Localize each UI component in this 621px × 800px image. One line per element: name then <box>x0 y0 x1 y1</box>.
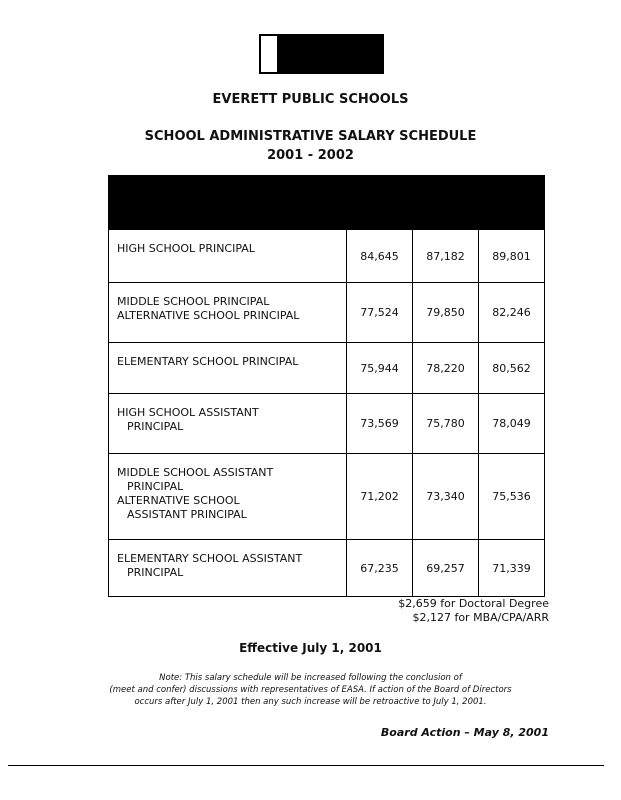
position-line: ALTERNATIVE SCHOOL <box>117 494 240 507</box>
mba-stipend: $2,127 for MBA/CPA/ARR <box>412 611 549 624</box>
logo-notch <box>261 36 278 72</box>
logo-block <box>259 34 384 74</box>
salary-step-1: 75,944 <box>347 343 413 393</box>
salary-step-1: 84,645 <box>347 230 413 282</box>
salary-step-2: 73,340 <box>413 454 479 539</box>
table-row <box>108 230 545 283</box>
position-line: PRINCIPAL <box>127 566 184 579</box>
table-row <box>108 283 545 343</box>
salary-step-2: 69,257 <box>413 540 479 596</box>
effective-date: Effective July 1, 2001 <box>239 641 382 655</box>
position-label <box>109 540 347 596</box>
salary-step-1: 67,235 <box>347 540 413 596</box>
doctoral-degree-stipend: $2,659 for Doctoral Degree <box>398 597 549 610</box>
position-line: PRINCIPAL <box>127 480 184 493</box>
salary-table <box>108 175 545 597</box>
table-header-band <box>108 175 545 230</box>
schedule-title: SCHOOL ADMINISTRATIVE SALARY SCHEDULE <box>144 129 477 144</box>
salary-step-3: 82,246 <box>492 306 531 319</box>
position-line: PRINCIPAL <box>127 420 184 433</box>
board-action: Board Action – May 8, 2001 <box>380 726 549 739</box>
salary-step-2: 75,780 <box>413 394 479 453</box>
note-line: (meet and confer) discussions with representatives of EASA. If action of the Board of Directors <box>109 685 512 695</box>
note-line: occurs after July 1, 2001 then any such increase will be retroactive to July 1, 2001. <box>134 697 487 707</box>
note-line: Note: This salary schedule will be increased following the conclusion of <box>159 673 462 683</box>
table-row <box>108 343 545 394</box>
table-row <box>108 394 545 454</box>
position-label <box>109 394 347 453</box>
salary-step-2: 78,220 <box>413 343 479 393</box>
salary-step-2: 87,182 <box>413 230 479 282</box>
salary-step-3: 89,801 <box>492 249 531 263</box>
position-line: ASSISTANT PRINCIPAL <box>127 508 247 521</box>
position-label <box>109 454 347 539</box>
organization-name: EVERETT PUBLIC SCHOOLS <box>212 92 409 107</box>
position-label <box>109 230 347 282</box>
bottom-rule <box>8 765 604 766</box>
salary-step-3: 71,339 <box>492 561 531 575</box>
salary-step-3: 80,562 <box>492 361 531 375</box>
position-line: ELEMENTARY SCHOOL ASSISTANT <box>117 552 303 565</box>
table-row <box>108 540 545 597</box>
table-row <box>108 454 545 540</box>
position-line: ALTERNATIVE SCHOOL PRINCIPAL <box>117 309 300 322</box>
position-line: HIGH SCHOOL PRINCIPAL <box>117 242 255 255</box>
schedule-years: 2001 - 2002 <box>267 148 354 163</box>
salary-step-3: 78,049 <box>492 417 531 430</box>
position-label <box>109 283 347 342</box>
position-line: MIDDLE SCHOOL PRINCIPAL <box>117 295 270 308</box>
salary-step-1: 77,524 <box>347 283 413 342</box>
position-line: HIGH SCHOOL ASSISTANT <box>117 406 259 419</box>
salary-step-1: 71,202 <box>347 454 413 539</box>
salary-step-1: 73,569 <box>347 394 413 453</box>
salary-step-2: 79,850 <box>413 283 479 342</box>
position-label <box>109 343 347 393</box>
position-line: MIDDLE SCHOOL ASSISTANT <box>117 466 274 479</box>
salary-step-3: 75,536 <box>492 490 531 503</box>
position-line: ELEMENTARY SCHOOL PRINCIPAL <box>117 355 299 368</box>
